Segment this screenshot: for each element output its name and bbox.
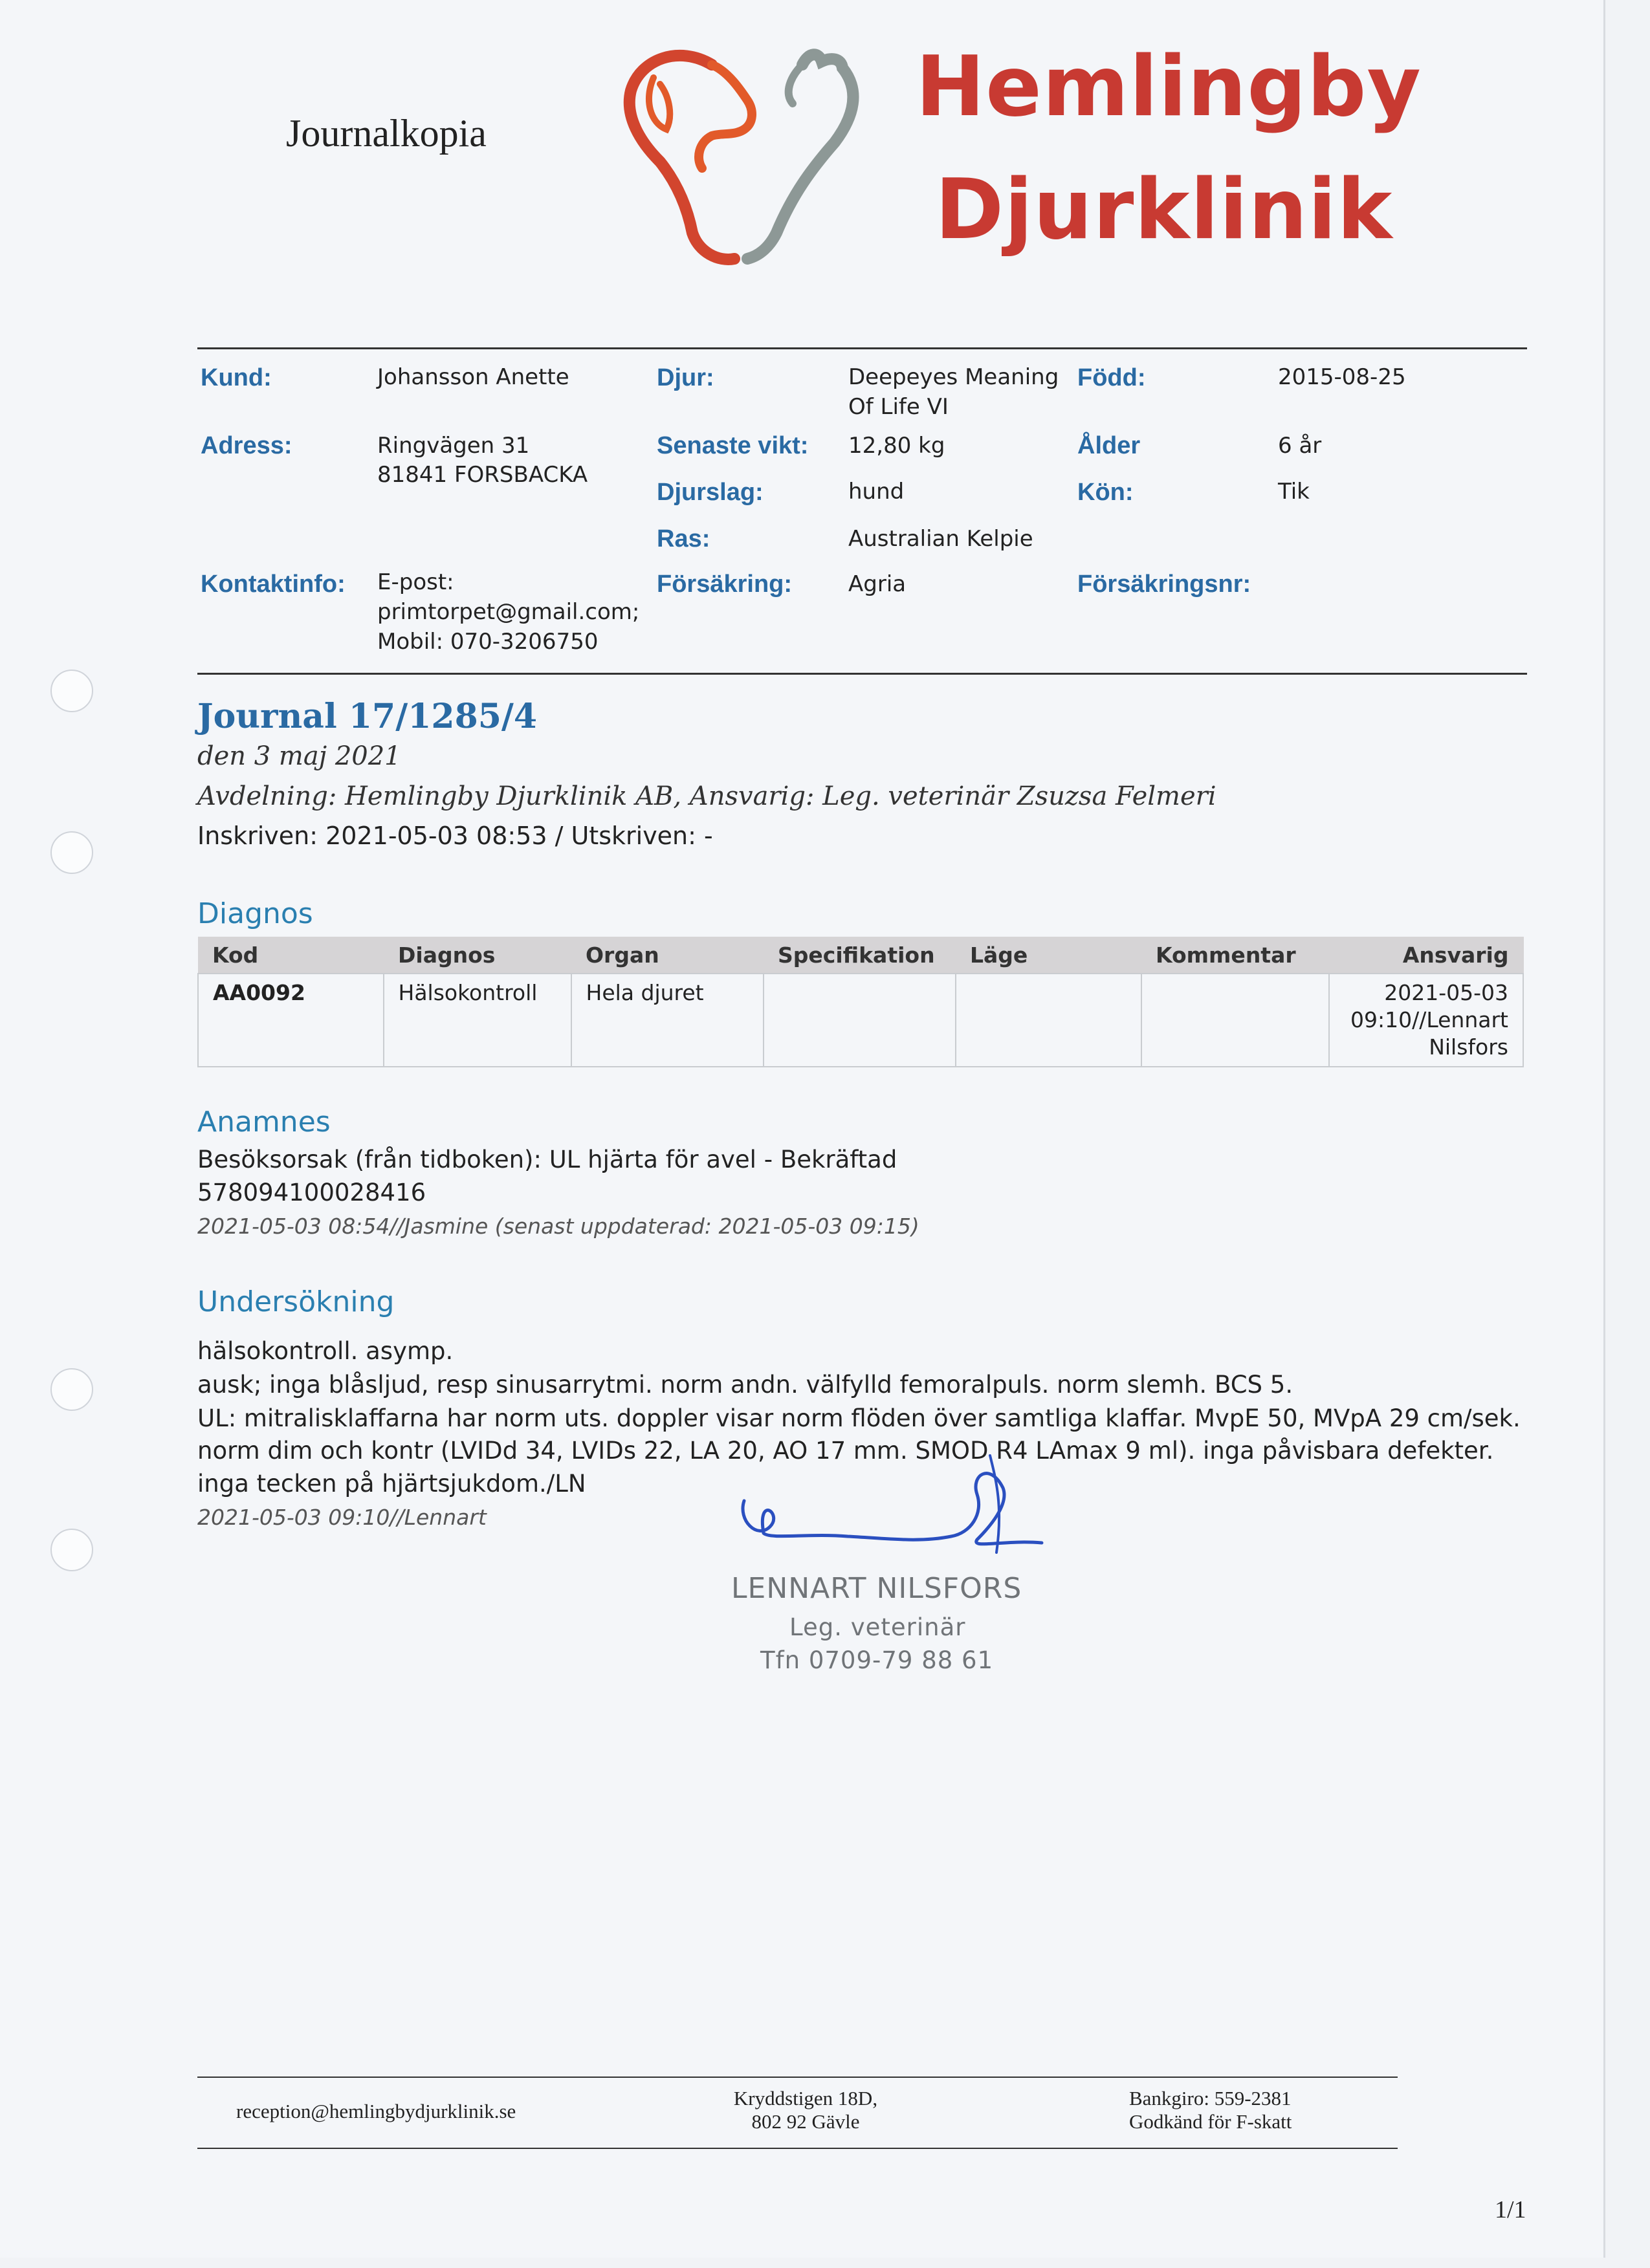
cell-diagnos: Hälsokontroll: [384, 974, 571, 1067]
col-organ: Organ: [571, 937, 764, 974]
cell-organ: Hela djuret: [571, 974, 764, 1067]
journal-inskriven: Inskriven: 2021-05-03 08:53 / Utskriven: -: [197, 822, 713, 850]
footer-bank: [1129, 2087, 1292, 2133]
cell-ansvarig: [1329, 974, 1524, 1067]
footer-address: [718, 2087, 893, 2133]
kund-value: Johansson Anette: [377, 364, 569, 390]
djur-label: Djur:: [657, 364, 714, 391]
forsakring-value: Agria: [848, 571, 907, 597]
footer-divider-bottom: [197, 2148, 1398, 2149]
punch-hole: [50, 831, 93, 874]
col-lage: Läge: [956, 937, 1141, 974]
adress-label: Adress:: [201, 432, 292, 459]
stamp-title: Leg. veterinär: [789, 1613, 966, 1641]
undersokning-line: norm dim och kontr (LVIDd 34, LVIDs 22, LA 20, AO 17 mm. SMOD R4 LAmax 9 ml). inga påvisbara defekter.: [197, 1437, 1494, 1465]
punch-hole: [50, 670, 93, 712]
kon-value: Tik: [1278, 479, 1310, 505]
cell-lage: [956, 974, 1141, 1067]
alder-label: Ålder: [1077, 432, 1141, 459]
footer-email: reception@hemlingbydjurklinik.se: [236, 2100, 516, 2122]
djurslag-label: Djurslag:: [657, 479, 764, 506]
journal-avdelning: Avdelning: Hemlingby Djurklinik AB, Ansvarig: Leg. veterinär Zsuzsa Felmeri: [197, 781, 1216, 811]
undersokning-heading: Undersökning: [197, 1285, 395, 1318]
kontakt-line1: E-post:: [377, 569, 454, 595]
ansvarig-line3: Nilsfors: [1429, 1034, 1508, 1060]
forsakringsnr-label: Försäkringsnr:: [1077, 571, 1251, 598]
undersokning-line: UL: mitralisklaffarna har norm uts. doppler visar norm flöden över samtliga klaffar. MvpE 50, MVpA 29 cm/sek.: [197, 1404, 1521, 1432]
stamp-name: LENNART NILSFORS: [731, 1572, 1022, 1605]
footer-bank-line1: Bankgiro: 559-2381: [1129, 2087, 1292, 2110]
footer-address-line1: Kryddstigen 18D,: [733, 2087, 878, 2110]
adress-line1: Ringvägen 31: [377, 433, 530, 459]
divider-info: [197, 673, 1527, 675]
anamnes-meta: 2021-05-03 08:54//Jasmine (senast uppdaterad: 2021-05-03 09:15): [197, 1214, 919, 1239]
alder-value: 6 år: [1278, 433, 1322, 459]
vikt-value: 12,80 kg: [848, 433, 945, 459]
footer-bank-line2: Godkänd för F-skatt: [1129, 2110, 1292, 2133]
document-title: Journalkopia: [286, 112, 487, 155]
col-ansvarig: Ansvarig: [1329, 937, 1524, 974]
punch-hole: [50, 1529, 93, 1571]
stamp-phone: Tfn 0709-79 88 61: [760, 1646, 994, 1674]
journal-date: den 3 maj 2021: [197, 741, 401, 771]
kontakt-line3: Mobil: 070-3206750: [377, 629, 599, 655]
col-kommentar: Kommentar: [1141, 937, 1329, 974]
djur-line2: Of Life VI: [848, 394, 949, 420]
forsakring-label: Försäkring:: [657, 571, 793, 598]
brand-name-line1: Hemlingby: [916, 39, 1422, 135]
djurslag-value: hund: [848, 479, 905, 505]
cell-kod: AA0092: [198, 974, 384, 1067]
adress-line2: 81841 FORSBACKA: [377, 462, 588, 488]
ras-value: Australian Kelpie: [848, 526, 1033, 552]
anamnes-heading: Anamnes: [197, 1106, 331, 1139]
col-specifikation: Specifikation: [764, 937, 956, 974]
ras-label: Ras:: [657, 525, 710, 552]
col-kod: Kod: [198, 937, 384, 974]
fodd-label: Född:: [1077, 364, 1146, 391]
signature-icon: [731, 1443, 1081, 1559]
kund-label: Kund:: [201, 364, 272, 391]
vikt-label: Senaste vikt:: [657, 432, 809, 459]
undersokning-line: hälsokontroll. asymp.: [197, 1337, 454, 1365]
ansvarig-line2: 09:10//Lennart: [1350, 1007, 1508, 1032]
punch-hole: [50, 1368, 93, 1411]
journal-title: Journal 17/1285/4: [197, 697, 538, 736]
kontakt-label: Kontaktinfo:: [201, 571, 346, 598]
undersokning-meta: 2021-05-03 09:10//Lennart: [197, 1505, 487, 1530]
brand-name-line2: Djurklinik: [935, 162, 1393, 258]
cell-specifikation: [764, 974, 956, 1067]
page-number: 1/1: [1495, 2196, 1526, 2223]
anamnes-line1: Besöksorsak (från tidboken): UL hjärta för avel - Bekräftad: [197, 1146, 897, 1173]
col-diagnos: Diagnos: [384, 937, 571, 974]
table-row: [198, 974, 1523, 1067]
clinic-logo-icon: [615, 39, 899, 272]
kontakt-line2: primtorpet@gmail.com;: [377, 599, 640, 625]
footer-address-line2: 802 92 Gävle: [751, 2110, 860, 2133]
footer-divider-top: [197, 2077, 1398, 2078]
diagnos-table: [197, 937, 1524, 1067]
undersokning-line: ausk; inga blåsljud, resp sinusarrytmi. norm andn. välfylld femoralpuls. norm slemh. BCS 5.: [197, 1371, 1293, 1399]
undersokning-line: inga tecken på hjärtsjukdom./LN: [197, 1470, 586, 1498]
anamnes-line2: 578094100028416: [197, 1179, 426, 1206]
diagnos-heading: Diagnos: [197, 897, 313, 930]
cell-kommentar: [1141, 974, 1329, 1067]
diagnos-header-row: [198, 937, 1523, 974]
djur-line1: Deepeyes Meaning: [848, 364, 1059, 390]
divider-top: [197, 347, 1527, 349]
kon-label: Kön:: [1077, 479, 1134, 506]
ansvarig-line1: 2021-05-03: [1384, 980, 1508, 1005]
fodd-value: 2015-08-25: [1278, 364, 1406, 390]
